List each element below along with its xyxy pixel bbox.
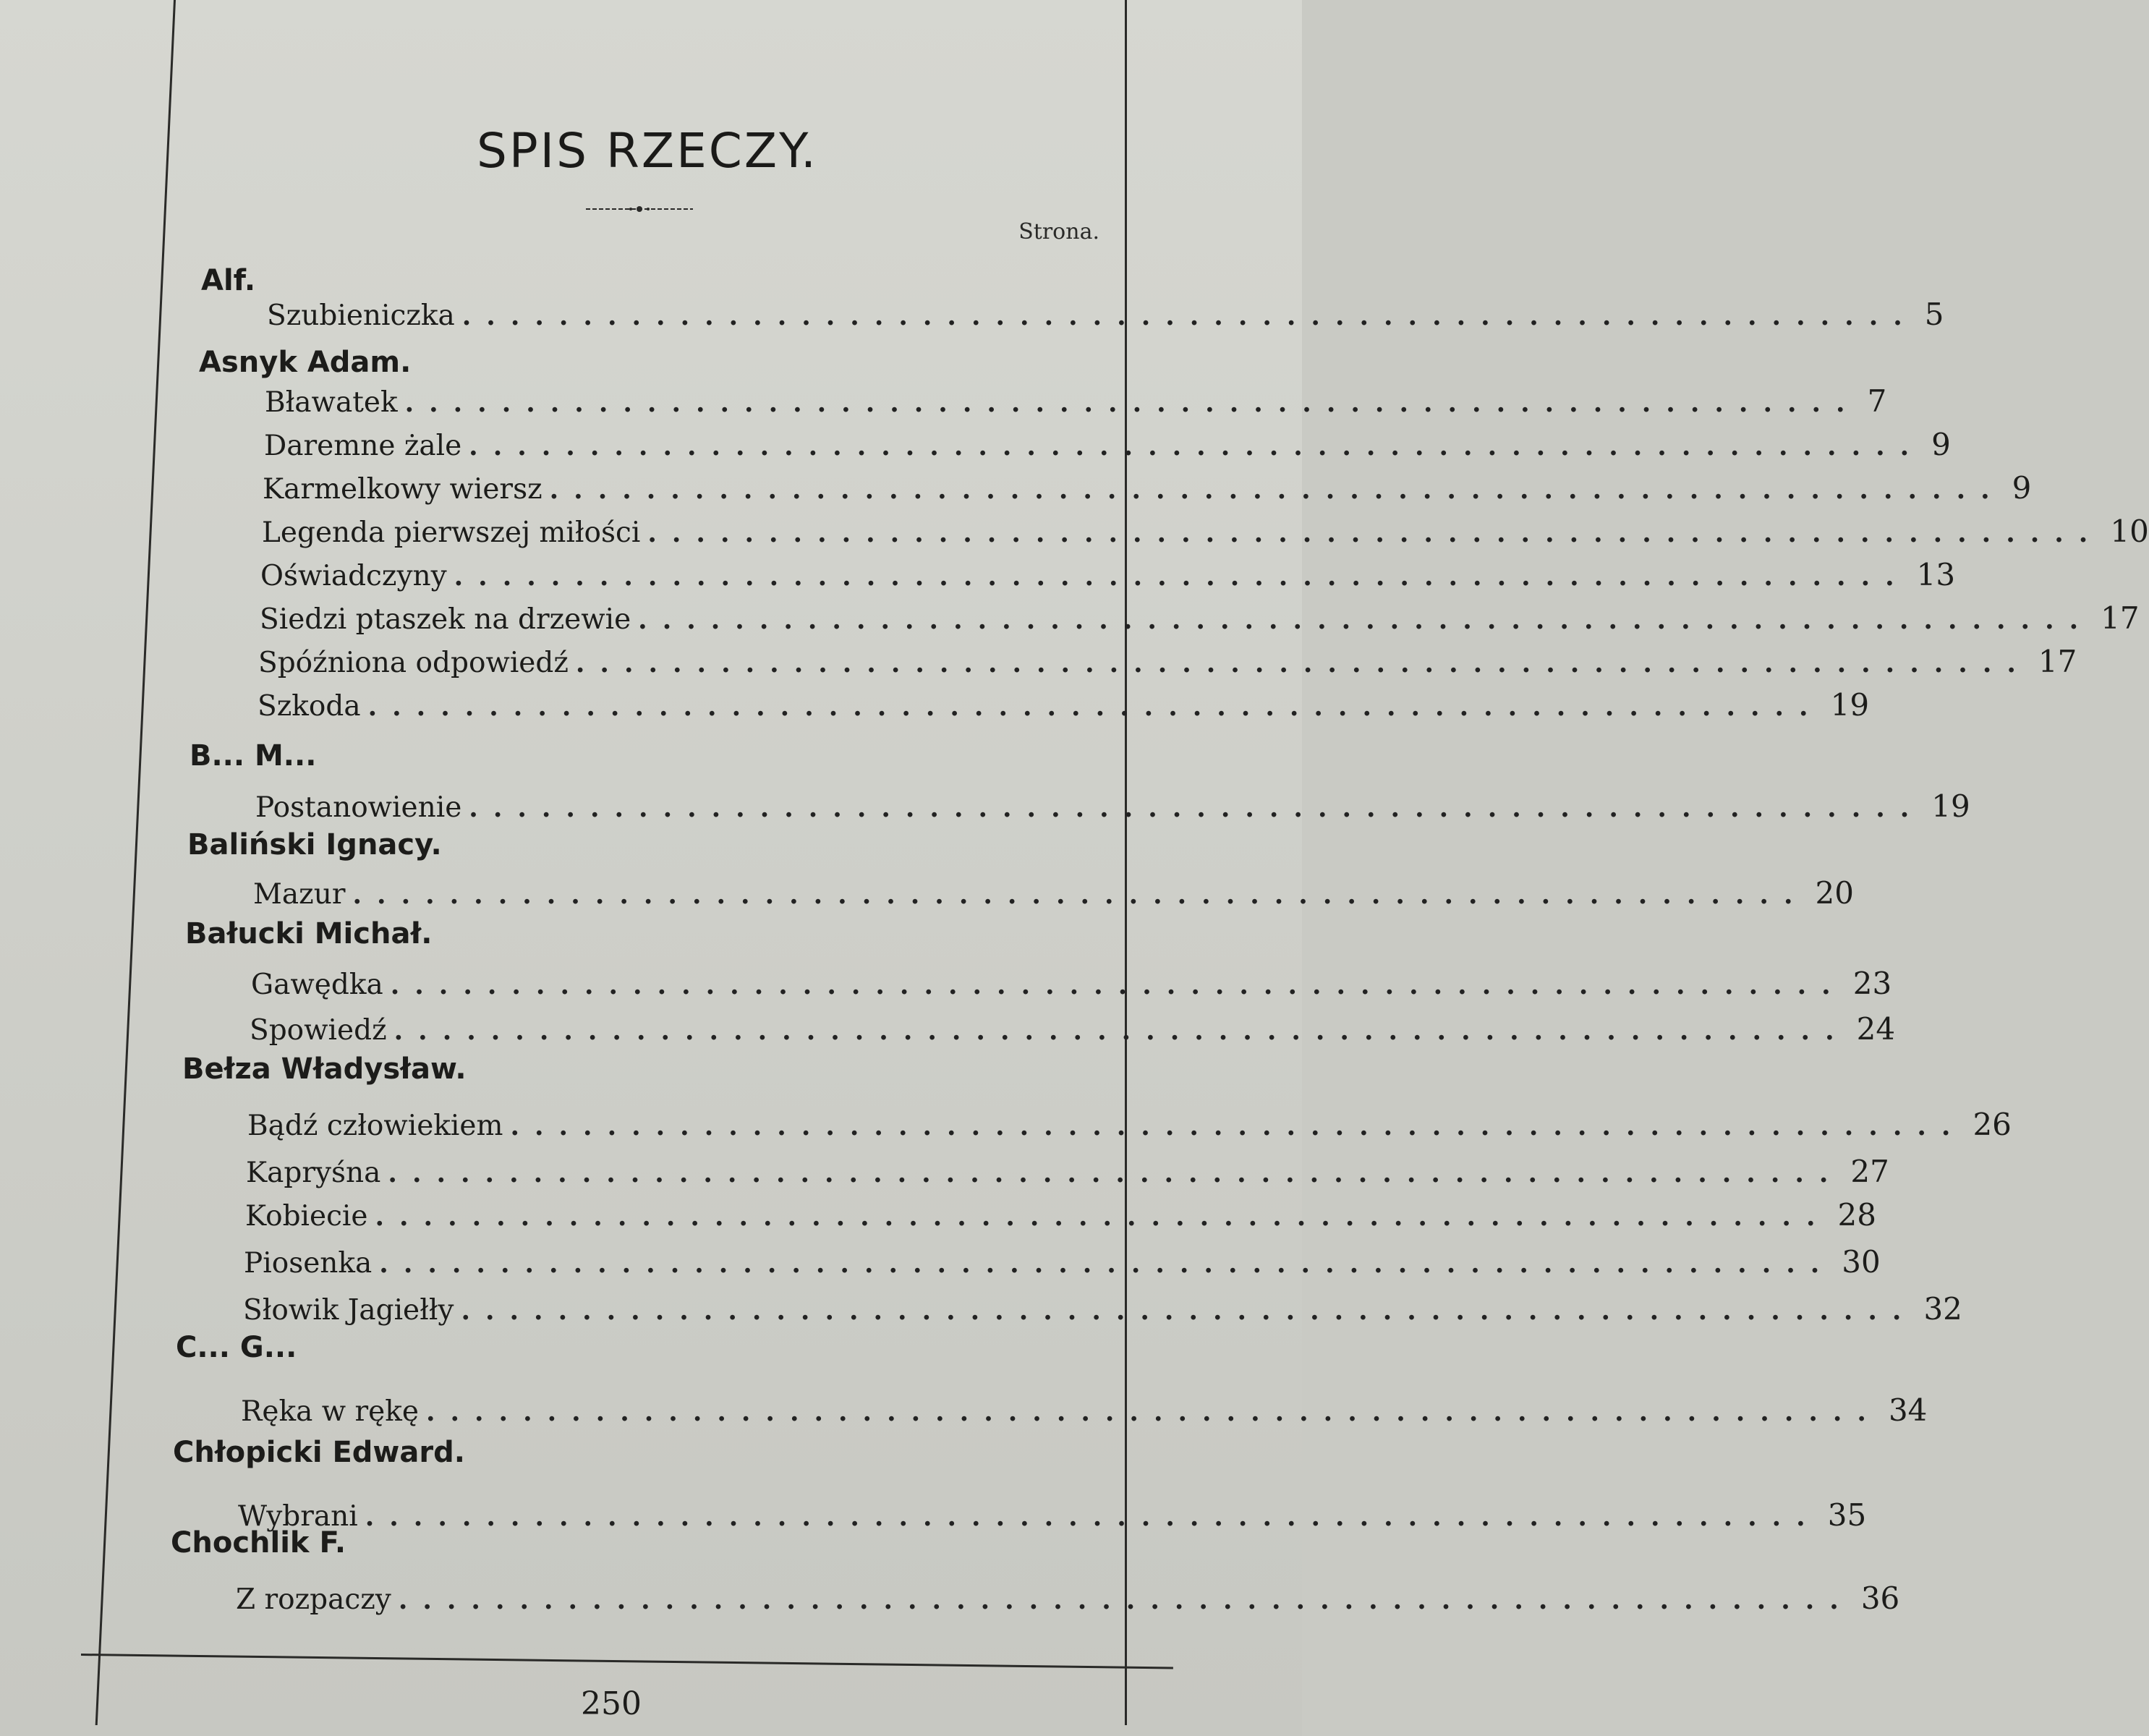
dot-leader: ............................................................ — [398, 1585, 1854, 1615]
toc-entry-title: Ręka w rękę — [241, 1395, 419, 1428]
toc-entry-page: 20 — [1815, 875, 1854, 911]
toc-author: Chochlik F. — [171, 1526, 346, 1560]
toc-entry-page: 13 — [1916, 557, 1956, 592]
dot-leader: ............................................................ — [404, 388, 1860, 418]
toc-author: Asnyk Adam. — [199, 346, 412, 379]
toc-entry-page: 32 — [1923, 1291, 1962, 1327]
toc-author: Chłopicki Edward. — [173, 1436, 465, 1469]
toc-entry-title: Daremne żale — [264, 430, 462, 462]
dot-leader: ............................................................ — [365, 1502, 1821, 1532]
toc-entry-title: Mazur — [253, 878, 346, 911]
toc-entry[interactable] — [243, 1291, 1962, 1327]
toc-entry-title: Bądź człowiekiem — [247, 1110, 503, 1142]
toc-entry-title: Legenda pierwszej miłości — [262, 516, 641, 549]
dot-leader: ............................................................ — [390, 970, 1846, 1000]
dot-leader: ............................................................ — [549, 475, 2005, 505]
toc-entry[interactable] — [258, 644, 2077, 680]
toc-entry[interactable] — [263, 470, 2032, 506]
toc-entry[interactable] — [267, 297, 1944, 333]
page-number: 250 — [581, 1685, 642, 1722]
toc-entry[interactable] — [260, 600, 2140, 637]
toc-entry[interactable] — [236, 1580, 1900, 1617]
toc-entry-page: 27 — [1850, 1154, 1889, 1189]
page-title: SPIS RZECZY. — [476, 123, 819, 179]
dot-leader: ............................................................ — [367, 692, 1824, 722]
toc-entry-title: Szkoda — [258, 690, 361, 723]
toc-entry-page: 19 — [1931, 788, 1970, 824]
dot-leader: ............................................................ — [461, 1295, 1917, 1326]
toc-entry-title: Kapryśna — [246, 1157, 381, 1189]
toc-entry[interactable] — [241, 1392, 1928, 1429]
dot-leader: ............................................................ — [388, 1158, 1844, 1188]
dot-leader: ............................................................ — [575, 648, 2031, 678]
toc-entry-page: 28 — [1837, 1197, 1876, 1233]
toc-entry[interactable] — [250, 1011, 1896, 1047]
toc-entry[interactable] — [264, 427, 1951, 463]
toc-author: B... M... — [190, 739, 317, 773]
toc-entry[interactable] — [244, 1244, 1881, 1280]
toc-entry[interactable] — [246, 1154, 1889, 1190]
dot-leader: ............................................................ — [379, 1248, 1835, 1279]
toc-entry-page: 36 — [1860, 1580, 1900, 1616]
toc-entry-title: Spowiedź — [250, 1014, 387, 1047]
toc-entry-page: 7 — [1867, 383, 1887, 419]
toc-entry-title: Piosenka — [244, 1247, 373, 1280]
toc-entry-page: 9 — [2012, 470, 2032, 506]
toc-entry-title: Bławatek — [265, 386, 398, 419]
toc-entry-title: Oświadczyny — [260, 560, 447, 592]
toc-entry-page: 26 — [1973, 1107, 2012, 1142]
toc-entry-title: Spóźniona odpowiedź — [258, 647, 569, 679]
toc-entry-page: 17 — [2101, 600, 2140, 636]
toc-entry[interactable] — [262, 514, 2149, 550]
toc-entry-page: 34 — [1888, 1392, 1928, 1428]
dot-leader: ............................................................ — [352, 880, 1808, 910]
toc-entry-page: 10 — [2110, 514, 2149, 549]
toc-entry-page: 17 — [2038, 644, 2077, 679]
toc-entry-title: Gawędka — [251, 969, 383, 1001]
toc-entry[interactable] — [238, 1497, 1867, 1533]
dot-leader: ............................................................ — [510, 1111, 1966, 1141]
toc-entry-page: 24 — [1856, 1011, 1896, 1047]
toc-entry-page: 5 — [1924, 297, 1944, 332]
toc-entry-title: Szubieniczka — [267, 299, 455, 332]
toc-author: Alf. — [201, 264, 256, 297]
toc-entry[interactable] — [253, 875, 1854, 911]
toc-entry[interactable] — [258, 687, 1870, 723]
page-column-label: Strona. — [1018, 219, 1099, 244]
toc-entry-title: Z rozpaczy — [236, 1583, 391, 1616]
dot-leader: ............................................................ — [393, 1016, 1850, 1046]
toc-entry-title: Wybrani — [238, 1500, 358, 1533]
dot-leader: ............................................................ — [454, 561, 1910, 592]
toc-author: C... G... — [176, 1331, 297, 1364]
dot-leader: ............................................................ — [469, 793, 1925, 823]
toc-entry-title: Kobiecie — [245, 1200, 368, 1233]
toc-author: Baliński Ignacy. — [187, 828, 442, 861]
toc-entry-page: 23 — [1852, 966, 1892, 1001]
toc-entry[interactable] — [255, 788, 1970, 825]
toc-entry[interactable] — [245, 1197, 1876, 1233]
toc-entry[interactable] — [251, 966, 1892, 1002]
dot-leader: ............................................................ — [425, 1397, 1881, 1427]
toc-entry[interactable] — [260, 557, 1956, 593]
dot-leader: ............................................................ — [647, 518, 2103, 548]
toc-entry[interactable] — [265, 383, 1887, 420]
dot-leader: ............................................................ — [375, 1201, 1831, 1232]
toc-entry-title: Postanowienie — [255, 791, 462, 824]
toc-entry-page: 30 — [1842, 1244, 1881, 1280]
toc-author: Bełza Władysław. — [182, 1052, 467, 1086]
toc-entry-title: Karmelkowy wiersz — [263, 473, 542, 506]
toc-entry-title: Siedzi ptaszek na drzewie — [260, 603, 631, 636]
dot-leader: ............................................................ — [461, 301, 1918, 331]
toc-entry-title: Słowik Jagiełły — [243, 1294, 454, 1327]
toc-entry-page: 35 — [1827, 1497, 1867, 1533]
toc-author: Bałucki Michał. — [185, 917, 433, 950]
toc-entry-page: 9 — [1931, 427, 1951, 462]
toc-entry-page: 19 — [1830, 687, 1870, 723]
toc-entry[interactable] — [247, 1107, 2012, 1143]
dot-leader: ............................................................ — [469, 431, 1925, 461]
dot-leader: ............................................................ — [638, 605, 2094, 635]
